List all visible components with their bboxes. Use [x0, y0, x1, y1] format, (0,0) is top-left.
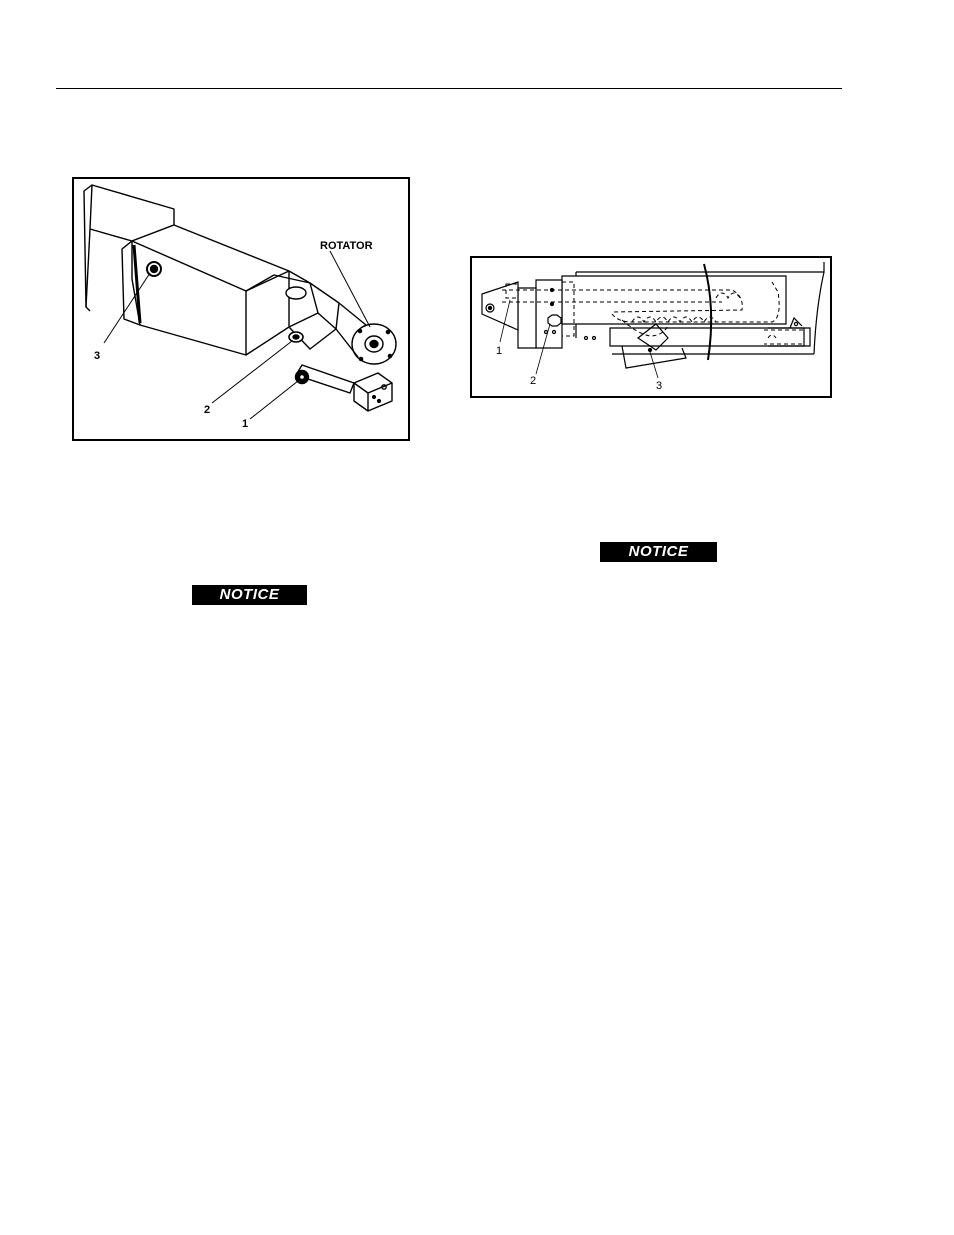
hose-routing-illustration	[472, 258, 830, 396]
rotator-label: ROTATOR	[320, 240, 373, 252]
notice-badge: NOTICE	[192, 585, 307, 605]
rotator-illustration	[74, 179, 408, 439]
rotator-figure	[72, 177, 410, 441]
hose-routing-figure	[470, 256, 832, 398]
callout-2: 2	[530, 375, 537, 387]
callout-2: 2	[204, 404, 211, 416]
callout-3: 3	[94, 350, 101, 362]
notice-badge: NOTICE	[600, 542, 717, 562]
callout-3: 3	[656, 380, 663, 392]
callout-1: 1	[242, 418, 249, 430]
callout-1: 1	[496, 345, 503, 357]
header-rule	[56, 88, 842, 89]
